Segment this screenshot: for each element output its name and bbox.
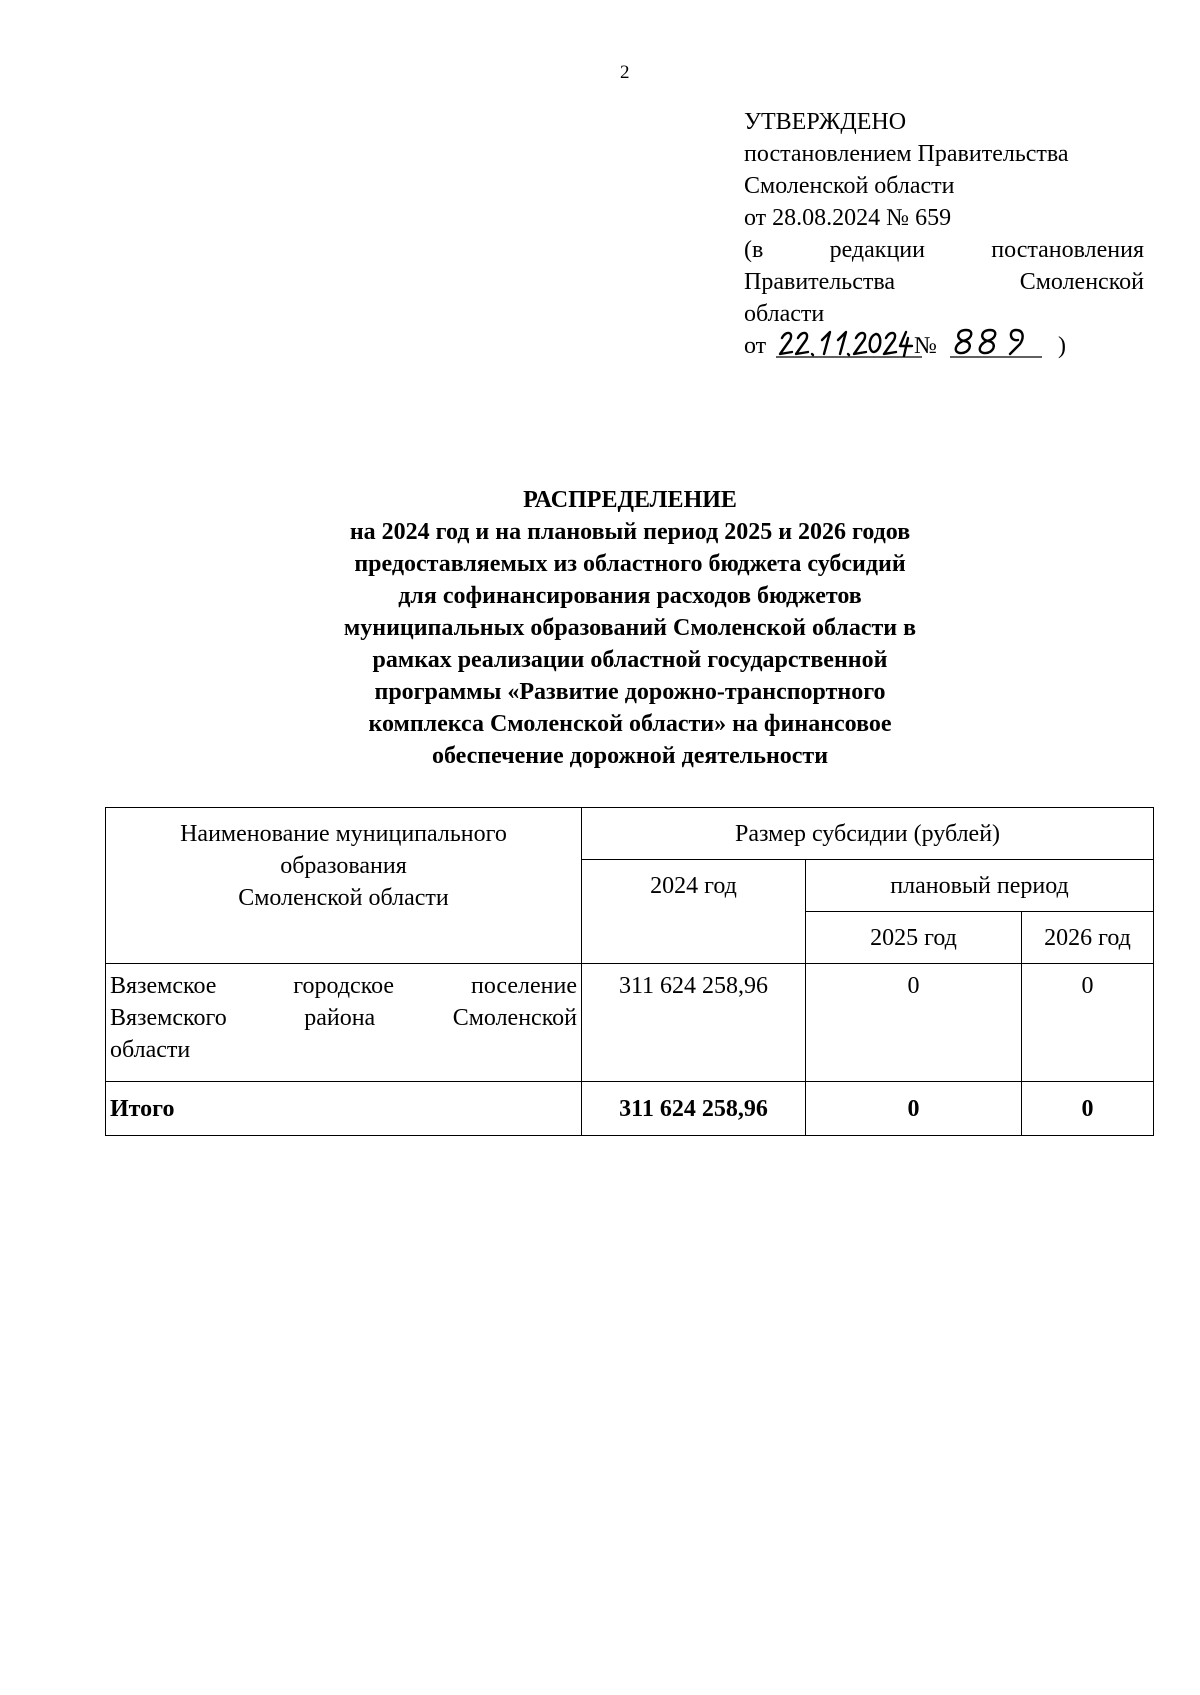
header-name-line: Смоленской области <box>238 885 449 911</box>
row-value-2026: 0 <box>1022 964 1154 1082</box>
row-value-2024: 311 624 258,96 <box>582 964 806 1082</box>
edition-line-1 <box>744 234 1144 266</box>
handwritten-number <box>948 324 1044 364</box>
title-line: для софинансирования расходов бюджетов <box>398 583 862 609</box>
total-label: Итого <box>106 1082 582 1136</box>
row-municipality-name <box>106 964 582 1082</box>
total-value-2026: 0 <box>1022 1082 1154 1136</box>
name-line: области <box>110 1037 191 1063</box>
title-line: на 2024 год и на плановый период 2025 и 2026 годов <box>349 519 911 545</box>
header-name-line: образования <box>280 853 407 879</box>
name-word: района <box>304 1005 376 1031</box>
sign-number-prefix: № <box>914 333 937 359</box>
title-line: муниципальных образований Смоленской области в <box>343 615 917 641</box>
header-2024: 2024 год <box>582 860 806 964</box>
total-value-2025: 0 <box>806 1082 1022 1136</box>
header-name-line: Наименование муниципального <box>180 821 507 847</box>
name-word: Смоленской <box>452 1005 577 1031</box>
header-2026: 2026 год <box>1022 912 1154 964</box>
approval-heading: УТВЕРЖДЕНО <box>744 109 907 135</box>
table-total-row <box>106 1082 1154 1136</box>
handwritten-date <box>772 324 926 364</box>
page-number: 2 <box>620 62 630 83</box>
subsidy-table <box>105 807 1154 1136</box>
title-line: программы «Развитие дорожно-транспортного <box>374 679 886 705</box>
title-line: обеспечение дорожной деятельности <box>431 743 829 769</box>
edition-word: Смоленской <box>1019 269 1144 295</box>
header-municipality <box>106 808 582 964</box>
header-subsidy-amount: Размер субсидии (рублей) <box>582 808 1154 860</box>
edition-line-2 <box>744 266 1144 298</box>
title-line: комплекса Смоленской области» на финансовое <box>368 711 892 737</box>
document-title <box>250 484 1010 772</box>
title-line: рамках реализации областной государственной <box>372 647 888 673</box>
title-heading: РАСПРЕДЕЛЕНИЕ <box>523 487 737 513</box>
name-word: поселение <box>470 973 577 999</box>
edition-word: Правительства <box>744 269 896 295</box>
approval-stamp <box>744 106 1144 362</box>
name-line <box>110 1002 577 1034</box>
approval-line-1: постановлением Правительства <box>744 141 1069 167</box>
edition-word: постановления <box>991 237 1144 263</box>
edition-line-3: области <box>744 301 825 327</box>
name-word: городское <box>293 973 395 999</box>
signature-line <box>744 330 1144 362</box>
approval-line-3: от 28.08.2024 № 659 <box>744 205 952 231</box>
header-2025: 2025 год <box>806 912 1022 964</box>
edition-word: (в <box>744 237 764 263</box>
name-line <box>110 970 577 1002</box>
approval-line-2: Смоленской области <box>744 173 955 199</box>
name-word: Вяземское <box>110 973 217 999</box>
name-word: Вяземского <box>110 1005 227 1031</box>
table-header-row <box>106 808 1154 860</box>
total-value-2024: 311 624 258,96 <box>582 1082 806 1136</box>
table-row <box>106 964 1154 1082</box>
edition-word: редакции <box>829 237 925 263</box>
header-planned-period: плановый период <box>806 860 1154 912</box>
title-line: предоставляемых из областного бюджета субсидий <box>354 551 906 577</box>
row-value-2025: 0 <box>806 964 1022 1082</box>
sign-suffix: ) <box>1058 333 1066 359</box>
sign-prefix: от <box>744 333 767 359</box>
